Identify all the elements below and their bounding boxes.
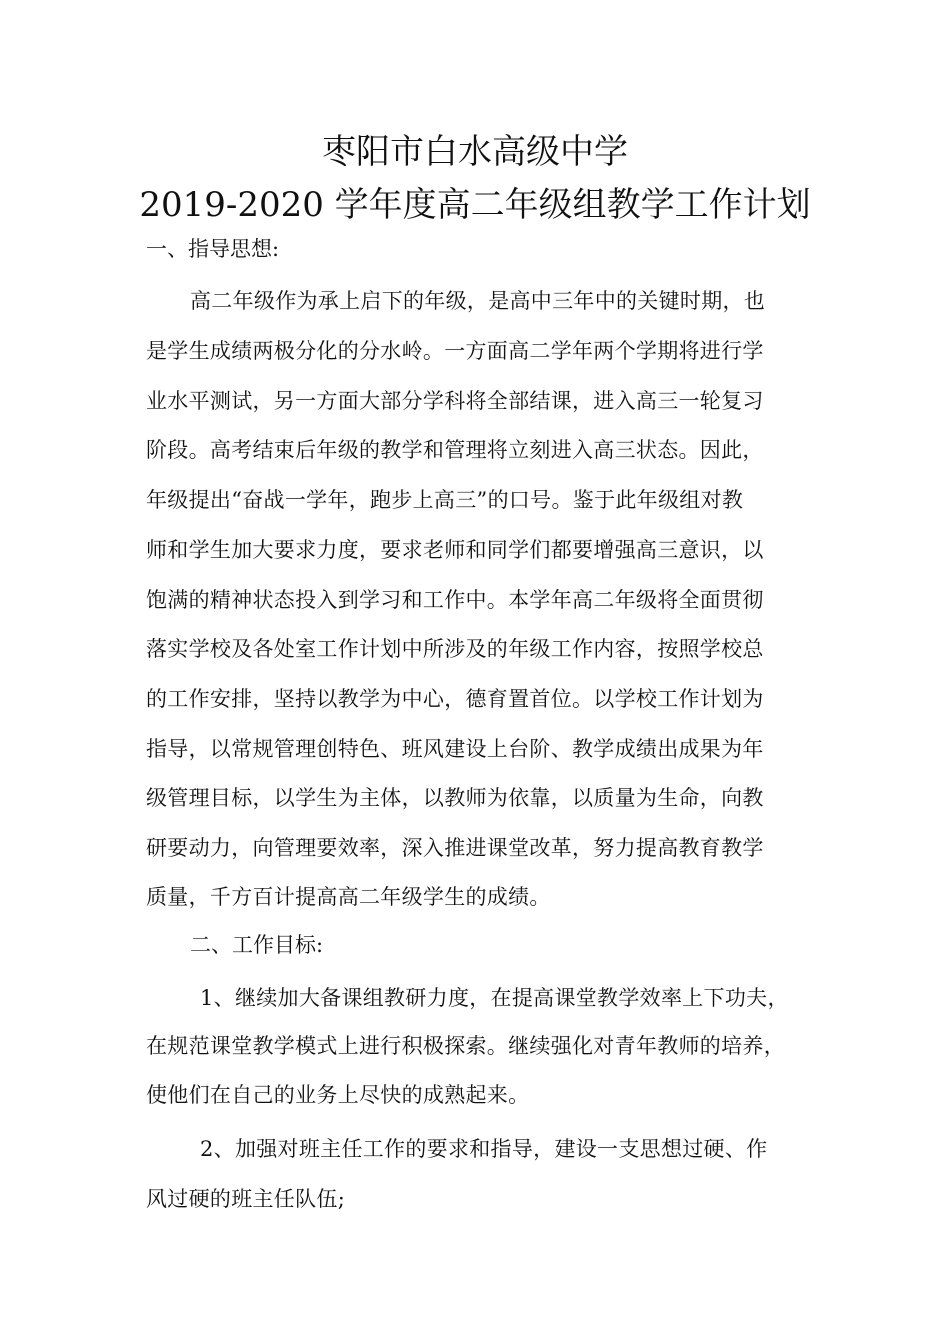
- paragraph-line: 研要动力，向管理要效率，深入推进课堂改革，努力提高教育教学: [146, 836, 764, 860]
- paragraph-line: 师和学生加大要求力度，要求老师和同学们都要增强高三意识，以: [146, 538, 764, 562]
- paragraph-line: 是学生成绩两极分化的分水岭。一方面高二学年两个学期将进行学: [146, 339, 764, 363]
- section-heading-work-goals: 二、工作目标:: [190, 933, 324, 957]
- document-title-school: 枣阳市白水高级中学: [322, 132, 628, 172]
- paragraph-line: 阶段。高考结束后年级的教学和管理将立刻进入高三状态。因此，: [146, 438, 764, 462]
- goal-item-1-line: 1、继续加大备课组教研力度，在提高课堂教学效率上下功夫，: [200, 986, 789, 1010]
- goal-item-2-line: 2、加强对班主任工作的要求和指导，建设一支思想过硬、作: [200, 1137, 768, 1161]
- document-title-plan: 2019-2020 学年度高二年级组教学工作计划: [139, 185, 811, 225]
- paragraph-line: 年级提出“奋战一学年，跑步上高三”的口号。鉴于此年级组对教: [146, 488, 744, 512]
- paragraph-line: 指导，以常规管理创特色、班风建设上台阶、教学成绩出成果为年: [146, 737, 764, 761]
- paragraph-line: 饱满的精神状态投入到学习和工作中。本学年高二年级将全面贯彻: [146, 588, 764, 612]
- paragraph-line: 的工作安排，坚持以教学为中心，德育置首位。以学校工作计划为: [146, 687, 764, 711]
- goal-item-2-line: 风过硬的班主任队伍;: [146, 1187, 346, 1211]
- paragraph-line: 高二年级作为承上启下的年级，是高中三年中的关键时期，也: [190, 289, 766, 313]
- paragraph-line: 业水平测试，另一方面大部分学科将全部结课，进入高三一轮复习: [146, 389, 764, 413]
- paragraph-line: 级管理目标，以学生为主体，以教师为依靠，以质量为生命，向教: [146, 786, 764, 810]
- paragraph-line: 质量，千方百计提高高二年级学生的成绩。: [146, 885, 551, 909]
- goal-item-1-line: 使他们在自己的业务上尽快的成熟起来。: [146, 1083, 530, 1107]
- goal-item-1-line: 在规范课堂教学模式上进行积极探索。继续强化对青年教师的培养，: [146, 1034, 785, 1058]
- section-heading-guiding-ideology: 一、指导思想:: [146, 237, 280, 261]
- paragraph-line: 落实学校及各处室工作计划中所涉及的年级工作内容，按照学校总: [146, 637, 764, 661]
